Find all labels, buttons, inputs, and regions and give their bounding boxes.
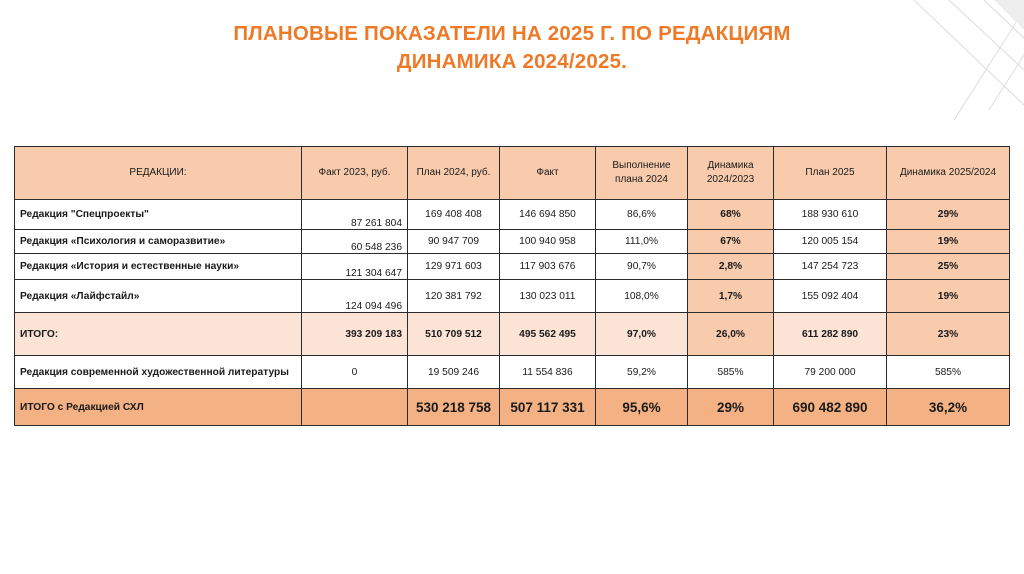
sxl-execution: 59,2%	[596, 356, 688, 389]
grand-total-row	[15, 389, 1010, 426]
row-plan-2024: 120 381 792	[408, 280, 500, 313]
header-plan-2025: План 2025	[774, 147, 887, 200]
header-plan-2024: План 2024, руб.	[408, 147, 500, 200]
row-dynamics-2024: 2,8%	[688, 254, 774, 280]
row-execution: 111,0%	[596, 230, 688, 254]
row-plan-2025: 155 092 404	[774, 280, 887, 313]
total-fact: 495 562 495	[500, 313, 596, 356]
row-dynamics-2024: 67%	[688, 230, 774, 254]
row-fact: 146 694 850	[500, 200, 596, 230]
table-row	[15, 280, 1010, 313]
header-fact-2023: Факт 2023, руб.	[302, 147, 408, 200]
grand-total-label: ИТОГО с Редакцией СХЛ	[15, 389, 302, 426]
total-plan-2025: 611 282 890	[774, 313, 887, 356]
sxl-fact-2023: 0	[302, 356, 408, 389]
header-dynamics-2024-2023: Динамика 2024/2023	[688, 147, 774, 200]
total-row	[15, 313, 1010, 356]
page-title	[0, 20, 1024, 76]
sxl-edition-name: Редакция современной художественной литературы	[15, 356, 302, 389]
table-row	[15, 200, 1010, 230]
row-dynamics-2024: 1,7%	[688, 280, 774, 313]
row-fact-2023: 60 548 236	[302, 230, 408, 254]
row-plan-2024: 169 408 408	[408, 200, 500, 230]
sxl-dynamics-2025: 585%	[887, 356, 1010, 389]
total-execution: 97,0%	[596, 313, 688, 356]
grand-total-fact: 507 117 331	[500, 389, 596, 426]
total-plan-2024: 510 709 512	[408, 313, 500, 356]
table-header-row	[15, 147, 1010, 200]
total-dynamics-2025: 23%	[887, 313, 1010, 356]
row-dynamics-2025: 19%	[887, 230, 1010, 254]
plan-table	[14, 146, 1010, 426]
row-edition-name: Редакция «История и естественные науки»	[15, 254, 302, 280]
grand-total-execution: 95,6%	[596, 389, 688, 426]
sxl-plan-2024: 19 509 246	[408, 356, 500, 389]
row-plan-2024: 129 971 603	[408, 254, 500, 280]
row-fact-2023: 87 261 804	[302, 200, 408, 230]
row-edition-name: Редакция "Спецпроекты"	[15, 200, 302, 230]
row-plan-2025: 188 930 610	[774, 200, 887, 230]
title-line-1: ПЛАНОВЫЕ ПОКАЗАТЕЛИ НА 2025 Г. ПО РЕДАКЦИЯМ	[233, 22, 791, 45]
total-label: ИТОГО:	[15, 313, 302, 356]
grand-total-fact-2023	[302, 389, 408, 426]
title-line-2: ДИНАМИКА 2024/2025.	[396, 50, 628, 73]
total-dynamics-2024: 26,0%	[688, 313, 774, 356]
row-plan-2025: 120 005 154	[774, 230, 887, 254]
sxl-plan-2025: 79 200 000	[774, 356, 887, 389]
grand-total-dynamics-2025: 36,2%	[887, 389, 1010, 426]
sxl-fact: 11 554 836	[500, 356, 596, 389]
grand-total-plan-2025: 690 482 890	[774, 389, 887, 426]
row-fact: 130 023 011	[500, 280, 596, 313]
grand-total-dynamics-2024: 29%	[688, 389, 774, 426]
row-dynamics-2024: 68%	[688, 200, 774, 230]
header-dynamics-2025-2024: Динамика 2025/2024	[887, 147, 1010, 200]
sxl-row	[15, 356, 1010, 389]
row-dynamics-2025: 29%	[887, 200, 1010, 230]
header-fact: Факт	[500, 147, 596, 200]
table-row	[15, 230, 1010, 254]
row-fact: 100 940 958	[500, 230, 596, 254]
row-execution: 90,7%	[596, 254, 688, 280]
table-row	[15, 254, 1010, 280]
row-edition-name: Редакция «Психология и саморазвитие»	[15, 230, 302, 254]
sxl-dynamics-2024: 585%	[688, 356, 774, 389]
row-dynamics-2025: 25%	[887, 254, 1010, 280]
row-execution: 108,0%	[596, 280, 688, 313]
row-dynamics-2025: 19%	[887, 280, 1010, 313]
row-execution: 86,6%	[596, 200, 688, 230]
row-plan-2025: 147 254 723	[774, 254, 887, 280]
grand-total-plan-2024: 530 218 758	[408, 389, 500, 426]
header-editions: РЕДАКЦИИ:	[15, 147, 302, 200]
total-fact-2023: 393 209 183	[302, 313, 408, 356]
row-fact-2023: 121 304 647	[302, 254, 408, 280]
row-edition-name: Редакция «Лайфстайл»	[15, 280, 302, 313]
row-plan-2024: 90 947 709	[408, 230, 500, 254]
row-fact-2023: 124 094 496	[302, 280, 408, 313]
row-fact: 117 903 676	[500, 254, 596, 280]
header-execution-2024: Выполнение плана 2024	[596, 147, 688, 200]
